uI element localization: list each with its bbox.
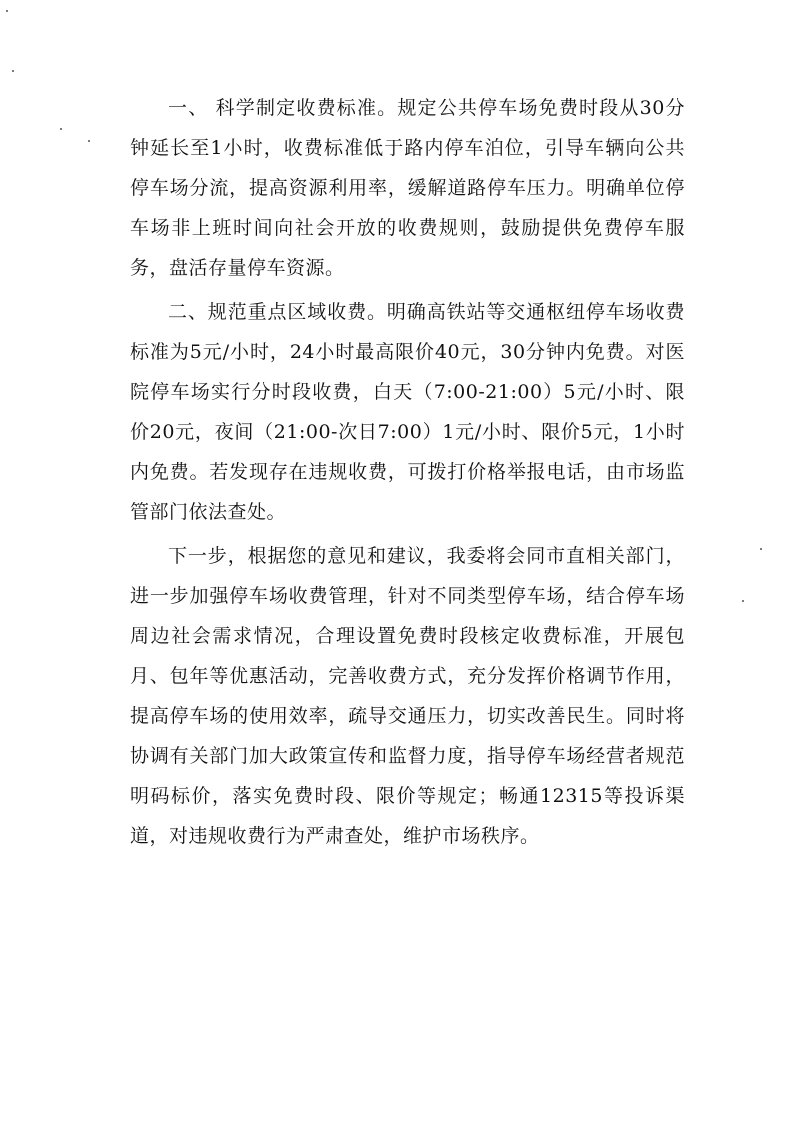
paragraph-fee-standards: 一、 科学制定收费标准。规定公共停车场免费时段从30分钟延长至1小时，收费标准低于路内停车泊位，引导车辆向公共停车场分流，提高资源利用率，缓解道路停车压力。明确单位停车场非上班时间向社会开放的收费规则，鼓励提供免费停车服务，盘活存量停车资源。: [130, 97, 685, 279]
scan-speck: [6, 10, 8, 12]
scan-speck: [88, 140, 90, 142]
scan-speck: [12, 70, 14, 72]
document-body: [130, 88, 685, 856]
scan-speck: [60, 128, 62, 130]
paragraph-key-area-fees: 二、规范重点区域收费。明确高铁站等交通枢纽停车场收费标准为5元/小时，24小时最高限价40元，30分钟内免费。对医院停车场实行分时段收费，白天（7:00-21:00）5元/小时、限价20元，夜间（21:00-次日7:00）1元/小时、限价5元，1小时内免费。若发现存在违规收费，可拨打价格举报电话，由市场监管部门依法查处。: [130, 301, 685, 523]
paragraph-next-steps: 下一步，根据您的意见和建议，我委将会同市直相关部门，进一步加强停车场收费管理，针对不同类型停车场，结合停车场周边社会需求情况，合理设置免费时段核定收费标准，开展包月、包年等优惠活动，完善收费方式，充分发挥价格调节作用，提高停车场的使用效率，疏导交通压力，切实改善民生。同时将协调有关部门加大政策宣传和监督力度，指导停车场经营者规范明码标价，落实免费时段、限价等规定；畅通12315等投诉渠道，对违规收费行为严肃查处，维护市场秩序。: [130, 545, 685, 847]
scan-speck: [760, 548, 762, 550]
scan-speck: [742, 600, 744, 602]
